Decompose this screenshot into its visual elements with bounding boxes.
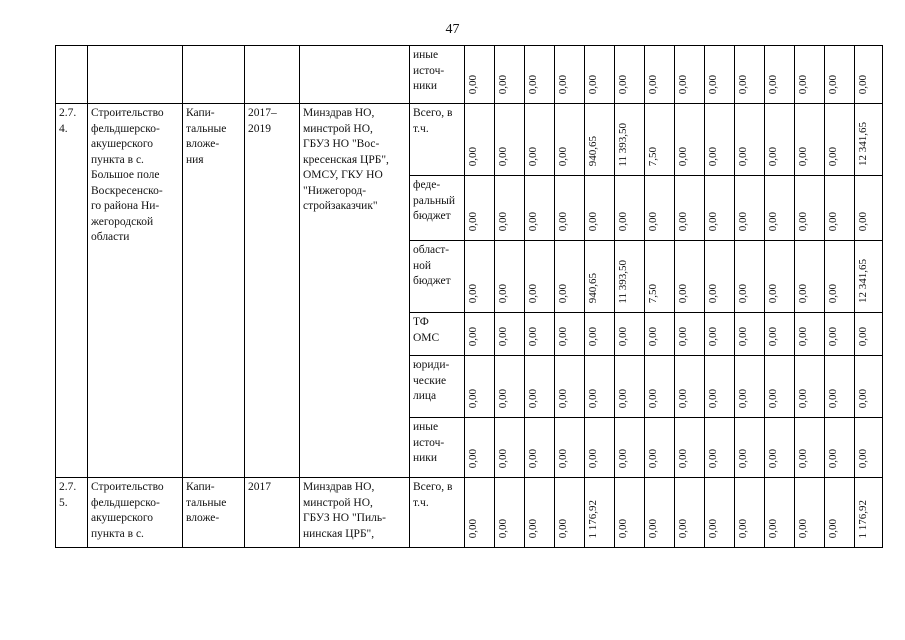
value-cell bbox=[585, 313, 615, 356]
value-cell bbox=[555, 104, 585, 176]
value-cell bbox=[675, 478, 705, 548]
value-text: 0,00 bbox=[617, 389, 629, 409]
value-cell bbox=[465, 46, 495, 104]
value-cell bbox=[825, 241, 855, 313]
value-text: 0,00 bbox=[557, 212, 569, 232]
value-cell bbox=[645, 418, 675, 478]
value-cell bbox=[495, 418, 525, 478]
value-cell bbox=[735, 418, 765, 478]
empty-cell bbox=[300, 46, 410, 104]
project-name-cell: Строительство фельдшерско- акушерского пункта в с. bbox=[88, 478, 183, 548]
value-cell bbox=[855, 46, 883, 104]
value-cell bbox=[495, 104, 525, 176]
value-cell bbox=[765, 46, 795, 104]
value-text: 0,00 bbox=[497, 284, 509, 304]
value-cell bbox=[825, 313, 855, 356]
value-cell bbox=[615, 313, 645, 356]
value-text: 0,00 bbox=[527, 389, 539, 409]
value-cell bbox=[615, 241, 645, 313]
value-cell bbox=[645, 104, 675, 176]
value-text: 0,00 bbox=[797, 284, 809, 304]
value-text: 11 393,50 bbox=[617, 259, 629, 304]
value-cell bbox=[705, 176, 735, 241]
value-cell bbox=[705, 356, 735, 418]
value-text: 0,00 bbox=[707, 327, 719, 347]
value-text: 0,00 bbox=[797, 147, 809, 167]
value-text: 11 393,50 bbox=[617, 122, 629, 167]
value-text: 0,00 bbox=[677, 284, 689, 304]
executors-cell: Минздрав НО, минстрой НО, ГБУЗ НО "Вос- кресенская ЦРБ", ОМСУ, ГКУ НО "Нижегород- стройзаказчик" bbox=[300, 104, 410, 478]
value-text: 0,00 bbox=[527, 449, 539, 469]
value-text: 0,00 bbox=[737, 327, 749, 347]
value-cell bbox=[675, 241, 705, 313]
value-cell bbox=[735, 176, 765, 241]
value-cell bbox=[525, 104, 555, 176]
value-text: 0,00 bbox=[677, 147, 689, 167]
empty-cell bbox=[88, 46, 183, 104]
value-cell bbox=[765, 241, 795, 313]
value-text: 0,00 bbox=[707, 147, 719, 167]
value-text: 0,00 bbox=[707, 212, 719, 232]
value-cell bbox=[795, 478, 825, 548]
value-text: 0,00 bbox=[467, 147, 479, 167]
value-text: 0,00 bbox=[797, 389, 809, 409]
value-cell bbox=[525, 313, 555, 356]
value-text: 0,00 bbox=[467, 449, 479, 469]
value-text: 12 341,65 bbox=[857, 259, 869, 304]
value-cell bbox=[585, 104, 615, 176]
empty-cell bbox=[245, 46, 300, 104]
value-cell bbox=[555, 241, 585, 313]
value-text: 0,00 bbox=[467, 75, 479, 95]
value-text: 0,00 bbox=[827, 327, 839, 347]
value-cell bbox=[615, 104, 645, 176]
value-text: 0,00 bbox=[527, 284, 539, 304]
value-text: 0,00 bbox=[467, 284, 479, 304]
value-cell bbox=[465, 418, 495, 478]
table-row bbox=[56, 104, 883, 176]
value-cell bbox=[495, 176, 525, 241]
value-text: 0,00 bbox=[497, 147, 509, 167]
value-cell bbox=[855, 104, 883, 176]
value-cell bbox=[525, 241, 555, 313]
value-text: 0,00 bbox=[527, 519, 539, 539]
value-cell bbox=[735, 356, 765, 418]
value-text: 0,00 bbox=[497, 449, 509, 469]
value-cell bbox=[825, 46, 855, 104]
expense-type-cell: Капи- тальные вложе- bbox=[183, 478, 245, 548]
value-cell bbox=[615, 478, 645, 548]
value-cell bbox=[765, 356, 795, 418]
value-cell bbox=[765, 418, 795, 478]
value-text: 0,00 bbox=[677, 519, 689, 539]
value-text: 0,00 bbox=[707, 389, 719, 409]
value-cell bbox=[735, 313, 765, 356]
value-cell bbox=[825, 356, 855, 418]
value-text: 0,00 bbox=[617, 449, 629, 469]
value-cell bbox=[645, 241, 675, 313]
value-text: 0,00 bbox=[797, 519, 809, 539]
value-cell bbox=[555, 313, 585, 356]
value-text: 0,00 bbox=[467, 212, 479, 232]
value-text: 0,00 bbox=[617, 519, 629, 539]
value-text: 0,00 bbox=[827, 212, 839, 232]
value-cell bbox=[765, 313, 795, 356]
funding-source-cell: иные источ- ники bbox=[410, 46, 465, 104]
value-cell bbox=[555, 46, 585, 104]
value-text: 0,00 bbox=[857, 75, 869, 95]
value-cell bbox=[765, 478, 795, 548]
value-cell bbox=[705, 104, 735, 176]
value-cell bbox=[855, 176, 883, 241]
value-cell bbox=[675, 46, 705, 104]
value-cell bbox=[645, 356, 675, 418]
value-text: 0,00 bbox=[827, 75, 839, 95]
value-cell bbox=[705, 46, 735, 104]
value-cell bbox=[615, 356, 645, 418]
value-text: 0,00 bbox=[797, 212, 809, 232]
value-text: 0,00 bbox=[527, 75, 539, 95]
value-cell bbox=[585, 241, 615, 313]
value-text: 0,00 bbox=[467, 389, 479, 409]
value-text: 0,00 bbox=[737, 75, 749, 95]
value-text: 0,00 bbox=[827, 389, 839, 409]
value-cell bbox=[555, 356, 585, 418]
value-cell bbox=[585, 478, 615, 548]
value-text: 0,00 bbox=[857, 389, 869, 409]
value-text: 0,00 bbox=[557, 449, 569, 469]
value-cell bbox=[855, 418, 883, 478]
period-cell: 2017– 2019 bbox=[245, 104, 300, 478]
funding-source-cell: иные источ- ники bbox=[410, 418, 465, 478]
value-text: 0,00 bbox=[557, 284, 569, 304]
value-cell bbox=[795, 356, 825, 418]
value-text: 0,00 bbox=[767, 519, 779, 539]
executors-cell: Минздрав НО, минстрой НО, ГБУЗ НО "Пиль- нинская ЦРБ", bbox=[300, 478, 410, 548]
item-number-cell: 2.7. 4. bbox=[56, 104, 88, 478]
table-row bbox=[56, 46, 883, 104]
value-text: 0,00 bbox=[797, 327, 809, 347]
value-cell bbox=[705, 241, 735, 313]
value-cell bbox=[675, 418, 705, 478]
value-text: 0,00 bbox=[497, 327, 509, 347]
value-cell bbox=[585, 356, 615, 418]
funding-source-cell: феде- ральный бюджет bbox=[410, 176, 465, 241]
value-cell bbox=[645, 46, 675, 104]
value-cell bbox=[525, 46, 555, 104]
value-text: 0,00 bbox=[707, 449, 719, 469]
value-cell bbox=[705, 418, 735, 478]
value-cell bbox=[795, 46, 825, 104]
value-cell bbox=[765, 176, 795, 241]
value-text: 0,00 bbox=[467, 519, 479, 539]
value-text: 0,00 bbox=[707, 284, 719, 304]
table-row bbox=[56, 478, 883, 548]
value-text: 0,00 bbox=[827, 519, 839, 539]
value-cell bbox=[705, 313, 735, 356]
value-text: 0,00 bbox=[767, 284, 779, 304]
value-cell bbox=[615, 418, 645, 478]
funding-source-cell: Всего, в т.ч. bbox=[410, 104, 465, 176]
value-cell bbox=[765, 104, 795, 176]
value-text: 0,00 bbox=[677, 327, 689, 347]
value-text: 940,65 bbox=[587, 136, 599, 167]
value-text: 1 176,92 bbox=[857, 499, 869, 539]
value-cell bbox=[555, 418, 585, 478]
value-text: 0,00 bbox=[647, 519, 659, 539]
value-text: 0,00 bbox=[767, 389, 779, 409]
value-text: 0,00 bbox=[497, 75, 509, 95]
value-text: 0,00 bbox=[857, 212, 869, 232]
value-text: 0,00 bbox=[857, 449, 869, 469]
value-cell bbox=[465, 176, 495, 241]
value-cell bbox=[825, 478, 855, 548]
value-text: 0,00 bbox=[857, 327, 869, 347]
value-cell bbox=[465, 104, 495, 176]
value-cell bbox=[495, 46, 525, 104]
value-text: 0,00 bbox=[587, 327, 599, 347]
value-text: 0,00 bbox=[737, 147, 749, 167]
value-text: 0,00 bbox=[647, 327, 659, 347]
value-cell bbox=[525, 176, 555, 241]
value-text: 0,00 bbox=[557, 75, 569, 95]
item-number-cell: 2.7. 5. bbox=[56, 478, 88, 548]
value-cell bbox=[645, 478, 675, 548]
value-cell bbox=[555, 176, 585, 241]
value-cell bbox=[465, 478, 495, 548]
value-cell bbox=[735, 104, 765, 176]
value-text: 0,00 bbox=[767, 75, 779, 95]
value-text: 0,00 bbox=[647, 389, 659, 409]
table-body bbox=[56, 46, 883, 548]
value-text: 0,00 bbox=[677, 75, 689, 95]
value-cell bbox=[735, 478, 765, 548]
value-text: 0,00 bbox=[497, 519, 509, 539]
empty-cell bbox=[56, 46, 88, 104]
funding-source-cell: юриди- ческие лица bbox=[410, 356, 465, 418]
value-cell bbox=[825, 104, 855, 176]
value-cell bbox=[855, 478, 883, 548]
value-text: 0,00 bbox=[677, 449, 689, 469]
value-cell bbox=[525, 478, 555, 548]
value-text: 0,00 bbox=[677, 212, 689, 232]
value-text: 0,00 bbox=[587, 449, 599, 469]
value-cell bbox=[825, 176, 855, 241]
value-text: 0,00 bbox=[707, 75, 719, 95]
value-cell bbox=[585, 46, 615, 104]
value-text: 0,00 bbox=[527, 147, 539, 167]
value-cell bbox=[795, 176, 825, 241]
value-cell bbox=[495, 478, 525, 548]
value-cell bbox=[735, 241, 765, 313]
value-cell bbox=[645, 313, 675, 356]
value-text: 0,00 bbox=[557, 327, 569, 347]
value-cell bbox=[585, 418, 615, 478]
project-name-cell: Строительство фельдшерско- акушерского пункта в с. Большое поле Воскресенско- го района Ни- жегородской области bbox=[88, 104, 183, 478]
value-cell bbox=[825, 418, 855, 478]
value-cell bbox=[525, 356, 555, 418]
value-cell bbox=[645, 176, 675, 241]
value-text: 0,00 bbox=[737, 284, 749, 304]
value-text: 12 341,65 bbox=[857, 122, 869, 167]
value-text: 0,00 bbox=[767, 212, 779, 232]
value-text: 0,00 bbox=[827, 284, 839, 304]
value-text: 0,00 bbox=[797, 449, 809, 469]
value-text: 0,00 bbox=[767, 449, 779, 469]
value-cell bbox=[735, 46, 765, 104]
funding-source-cell: Всего, в т.ч. bbox=[410, 478, 465, 548]
value-text: 0,00 bbox=[467, 327, 479, 347]
value-text: 0,00 bbox=[707, 519, 719, 539]
value-text: 0,00 bbox=[647, 75, 659, 95]
value-text: 0,00 bbox=[737, 449, 749, 469]
value-cell bbox=[855, 241, 883, 313]
value-text: 0,00 bbox=[827, 147, 839, 167]
value-cell bbox=[585, 176, 615, 241]
value-cell bbox=[495, 241, 525, 313]
empty-cell bbox=[183, 46, 245, 104]
page-number: 47 bbox=[445, 22, 460, 37]
value-cell bbox=[465, 356, 495, 418]
value-text: 0,00 bbox=[587, 389, 599, 409]
expense-type-cell: Капи- тальные вложе- ния bbox=[183, 104, 245, 478]
value-text: 0,00 bbox=[497, 212, 509, 232]
funding-source-cell: ТФ ОМС bbox=[410, 313, 465, 356]
value-cell bbox=[795, 418, 825, 478]
value-text: 7,50 bbox=[647, 284, 659, 304]
value-text: 0,00 bbox=[767, 327, 779, 347]
value-cell bbox=[495, 356, 525, 418]
value-cell bbox=[465, 241, 495, 313]
value-text: 940,65 bbox=[587, 273, 599, 304]
value-text: 0,00 bbox=[737, 212, 749, 232]
value-cell bbox=[615, 176, 645, 241]
value-text: 0,00 bbox=[617, 327, 629, 347]
value-text: 0,00 bbox=[587, 75, 599, 95]
period-cell: 2017 bbox=[245, 478, 300, 548]
value-text: 0,00 bbox=[617, 75, 629, 95]
value-text: 0,00 bbox=[827, 449, 839, 469]
value-text: 0,00 bbox=[497, 389, 509, 409]
value-text: 7,50 bbox=[647, 147, 659, 167]
value-text: 0,00 bbox=[797, 75, 809, 95]
value-text: 0,00 bbox=[527, 212, 539, 232]
value-cell bbox=[555, 478, 585, 548]
value-cell bbox=[795, 104, 825, 176]
value-text: 0,00 bbox=[677, 389, 689, 409]
value-cell bbox=[615, 46, 645, 104]
value-text: 0,00 bbox=[557, 147, 569, 167]
value-cell bbox=[525, 418, 555, 478]
value-text: 0,00 bbox=[557, 389, 569, 409]
budget-table bbox=[55, 45, 883, 548]
value-text: 0,00 bbox=[587, 212, 599, 232]
value-text: 0,00 bbox=[737, 389, 749, 409]
value-text: 0,00 bbox=[527, 327, 539, 347]
value-text: 0,00 bbox=[737, 519, 749, 539]
value-cell bbox=[675, 313, 705, 356]
value-cell bbox=[675, 104, 705, 176]
value-cell bbox=[465, 313, 495, 356]
value-text: 0,00 bbox=[647, 449, 659, 469]
value-text: 1 176,92 bbox=[587, 499, 599, 539]
value-cell bbox=[855, 313, 883, 356]
value-cell bbox=[705, 478, 735, 548]
value-text: 0,00 bbox=[647, 212, 659, 232]
value-cell bbox=[855, 356, 883, 418]
value-text: 0,00 bbox=[617, 212, 629, 232]
value-text: 0,00 bbox=[557, 519, 569, 539]
funding-source-cell: област- ной бюджет bbox=[410, 241, 465, 313]
value-cell bbox=[795, 241, 825, 313]
value-cell bbox=[675, 356, 705, 418]
value-cell bbox=[795, 313, 825, 356]
value-cell bbox=[495, 313, 525, 356]
value-cell bbox=[675, 176, 705, 241]
value-text: 0,00 bbox=[767, 147, 779, 167]
